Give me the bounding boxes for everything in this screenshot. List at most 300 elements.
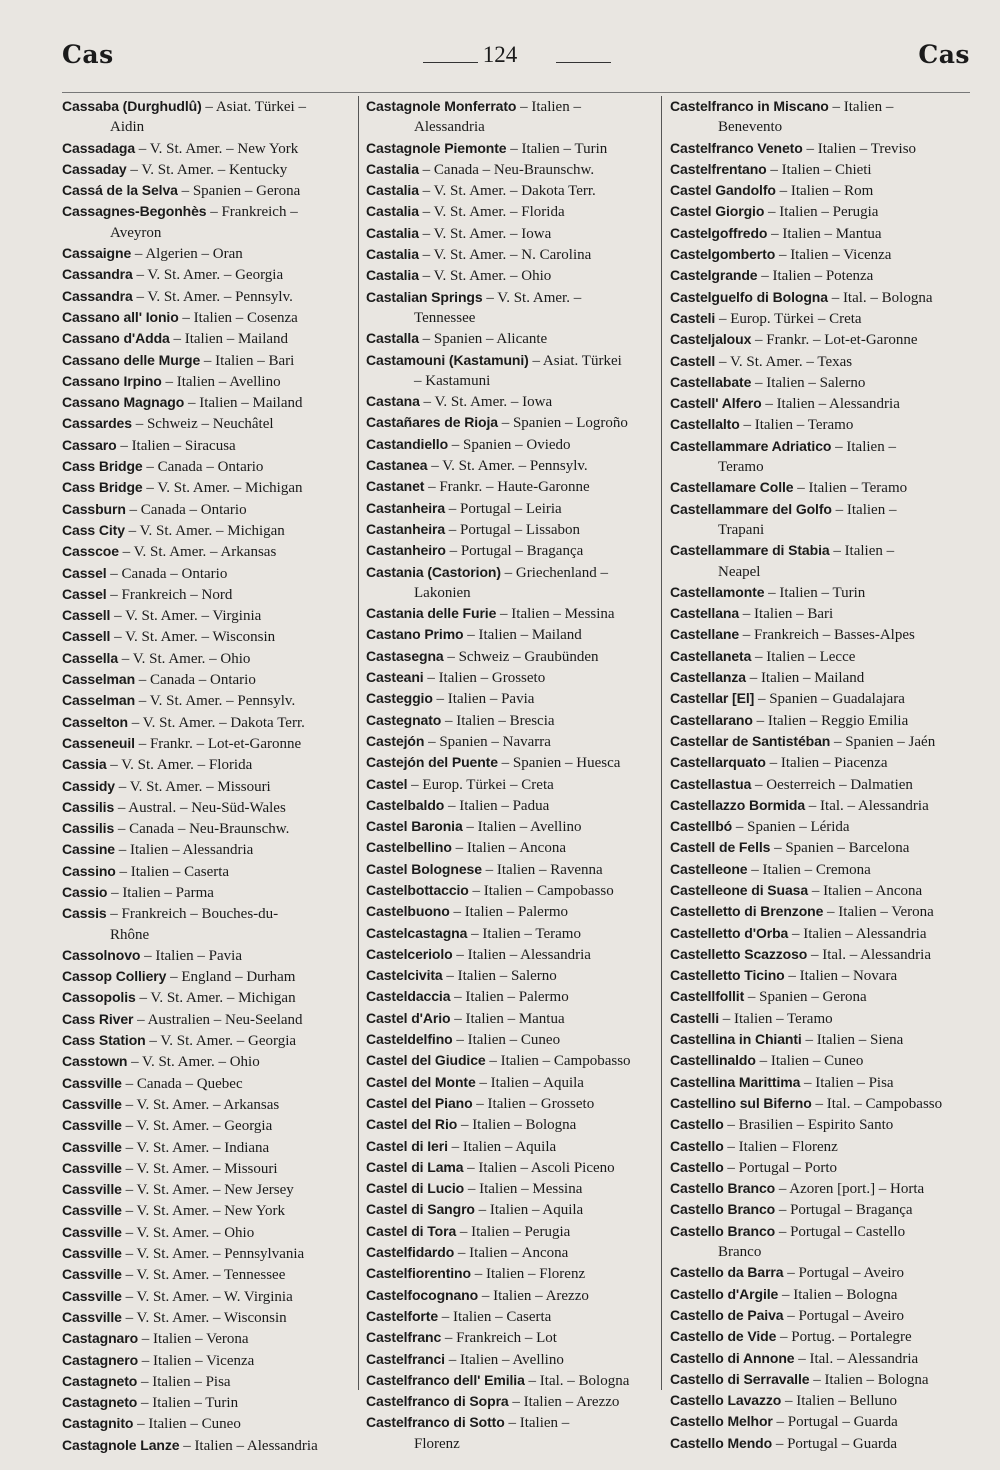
- place-region: – Canada – Neu-Braunschw.: [114, 821, 290, 838]
- place-name: Castellina in Chianti: [670, 1031, 802, 1048]
- place-region: – Canada – Neu-Braunschw.: [418, 161, 595, 178]
- place-name: Castasegna: [366, 647, 444, 664]
- place-name: Castelfranco in Miscano: [670, 98, 829, 114]
- gazetteer-entry: [670, 667, 962, 688]
- gazetteer-entry: [366, 923, 658, 944]
- place-name: Castel Bolognese: [366, 860, 482, 877]
- gazetteer-entry: [670, 688, 962, 709]
- place-region: – Italien – Salerno: [751, 374, 866, 391]
- place-region: – Canada – Ontario: [135, 672, 256, 689]
- place-name: Cassopolis: [62, 989, 136, 1006]
- place-region: – V. St. Amer. – Virginia: [110, 608, 262, 625]
- gazetteer-entry: [62, 584, 354, 605]
- gazetteer-entry: [366, 287, 658, 308]
- gazetteer-entry: [670, 1262, 962, 1283]
- gazetteer-entry: [366, 1349, 658, 1370]
- gazetteer-entry: [670, 223, 962, 244]
- place-name: Cassilis: [62, 820, 115, 837]
- place-name: Casteggio: [366, 690, 433, 707]
- gazetteer-entry: [670, 901, 962, 922]
- place-name: Cassandra: [62, 287, 133, 304]
- place-region: – Italien – Florenz: [723, 1138, 838, 1155]
- place-name: Castello de Paiva: [670, 1306, 784, 1323]
- gazetteer-entry: [366, 498, 658, 519]
- gazetteer-entry: [670, 1411, 962, 1432]
- entry-continuation: Branco: [718, 1244, 762, 1261]
- place-region: – V. St. Amer. – Florida: [106, 757, 253, 774]
- place-name: Castelfocognano: [366, 1286, 479, 1303]
- place-name: Cassia: [62, 756, 107, 773]
- gazetteer-entry: [62, 754, 354, 775]
- gazetteer-entry: [670, 603, 962, 624]
- column-divider-2: [661, 96, 662, 1390]
- place-name: Castellammare del Golfo: [670, 500, 832, 517]
- gazetteer-entry: [62, 776, 354, 797]
- gazetteer-entry: [366, 1029, 658, 1050]
- entry-continuation: Aidin: [110, 119, 145, 136]
- gazetteer-entry: [62, 138, 354, 159]
- place-region: – Italien – Pisa: [800, 1074, 894, 1091]
- place-name: Castellar de Santistéban: [670, 732, 831, 749]
- gazetteer-entry: [366, 180, 658, 201]
- place-region: – Italien – Pavia: [432, 691, 535, 708]
- place-name: Castandiello: [366, 435, 449, 452]
- gazetteer-entry: [62, 1009, 354, 1030]
- place-name: Castel del Monte: [366, 1073, 476, 1090]
- place-region: – Italien – Aquila: [447, 1138, 557, 1155]
- place-name: Castellfollit: [670, 988, 745, 1005]
- place-region: – Portugal – Bragança: [445, 543, 584, 560]
- place-name: Castellana: [670, 605, 740, 622]
- place-name: Cassel: [62, 564, 107, 581]
- gazetteer-entry: [366, 901, 658, 922]
- place-name: Castellanza: [670, 669, 746, 686]
- gazetteer-entry: [670, 710, 962, 731]
- place-name: Castellbó: [670, 818, 733, 835]
- place-region: – Australien – Neu-Seeland: [133, 1011, 303, 1028]
- place-region: – Italien – Mailand: [169, 331, 289, 348]
- place-region: – Canada – Ontario: [106, 565, 228, 582]
- place-region: – Italien – Arezzo: [478, 1287, 589, 1304]
- place-name: Castellane: [670, 626, 740, 643]
- place-name: Cassano delle Murge: [62, 351, 201, 368]
- place-region: – Italien – Turin: [137, 1395, 239, 1412]
- place-region: – Spanien – Alicante: [418, 331, 548, 348]
- place-name: Castagnero: [62, 1351, 139, 1368]
- gazetteer-entry: [670, 1157, 962, 1178]
- place-region: – Italien – Alessandria: [761, 396, 900, 413]
- place-region: – V. St. Amer. – Michigan: [135, 990, 296, 1007]
- place-region: – Italien – Bologna: [457, 1117, 577, 1134]
- gazetteer-entry: [670, 329, 962, 350]
- gazetteer-entry: [62, 435, 354, 456]
- place-region: – Italien – Vicenza: [138, 1352, 255, 1369]
- place-region: – Spanien – Lérida: [732, 819, 850, 836]
- place-name: Castellalto: [670, 416, 740, 433]
- place-region: – Italien – Salerno: [442, 968, 557, 985]
- gazetteer-entry: [670, 414, 962, 435]
- gazetteer-entry: [62, 328, 354, 349]
- place-name: Castellammare di Stabia: [670, 542, 830, 559]
- gazetteer-entry: [366, 880, 658, 901]
- gazetteer-entry: [670, 986, 962, 1007]
- place-region: – Brasilien – Espirito Santo: [723, 1117, 894, 1134]
- gazetteer-entry: [62, 626, 354, 647]
- gazetteer-entry: [670, 540, 962, 561]
- place-region: – V. St. Amer. – Texas: [715, 353, 853, 370]
- place-name: Castalian Springs: [366, 288, 483, 305]
- gazetteer-entry: [62, 818, 354, 839]
- gazetteer-entry: [62, 371, 354, 392]
- place-region: – Italien – Alessandria: [452, 946, 591, 963]
- place-name: Cassá de la Selva: [62, 182, 178, 199]
- place-name: Casteli: [670, 309, 716, 326]
- place-region: – Portugal – Guarda: [772, 1435, 898, 1452]
- place-name: Castel del Giudice: [366, 1052, 486, 1069]
- place-name: Castagneto: [62, 1372, 138, 1389]
- place-region: – Spanien – Guadalajara: [754, 691, 905, 708]
- gazetteer-entry: [62, 903, 354, 924]
- gazetteer-entry: [670, 731, 962, 752]
- place-name: Castanheira: [366, 520, 446, 537]
- gazetteer-entry: [62, 861, 354, 882]
- place-name: Castello Branco: [670, 1180, 776, 1197]
- gazetteer-entry: [670, 1284, 962, 1305]
- place-region: – Italien – Novara: [784, 968, 898, 985]
- place-name: Cass Station: [62, 1032, 146, 1049]
- gazetteer-entry: [366, 1136, 658, 1157]
- place-region: – V. St. Amer. – New Jersey: [121, 1182, 294, 1199]
- place-region: – V. St. Amer. – Ohio: [121, 1224, 255, 1241]
- place-region: – Canada – Ontario: [125, 501, 247, 518]
- gazetteer-entry: [670, 1136, 962, 1157]
- place-name: Cassagnes-Begonhès: [62, 203, 207, 220]
- gazetteer-entry: [366, 455, 658, 476]
- place-name: Castalla: [366, 330, 419, 347]
- place-name: Castello de Vide: [670, 1328, 777, 1345]
- place-region: – Portugal – Aveiro: [783, 1265, 905, 1282]
- gazetteer-entry: [670, 1178, 962, 1199]
- place-name: Casscoe: [62, 543, 119, 560]
- place-name: Castel del Piano: [366, 1094, 473, 1111]
- place-name: Castanet: [366, 478, 425, 495]
- gazetteer-entry: [366, 1263, 658, 1284]
- gazetteer-entry: [670, 624, 962, 645]
- gazetteer-entry: [62, 243, 354, 264]
- place-name: Castelforte: [366, 1307, 439, 1324]
- gazetteer-entry: [366, 837, 658, 858]
- place-name: Castelfranco Veneto: [670, 139, 803, 156]
- gazetteer-entry: [366, 1157, 658, 1178]
- page-number: 124: [482, 42, 518, 67]
- place-name: Cassine: [62, 841, 115, 858]
- place-name: Casstown: [62, 1053, 128, 1070]
- gazetteer-entry: [366, 624, 658, 645]
- gazetteer-entry: [670, 1390, 962, 1411]
- place-region: – Italien – Grosseto: [423, 670, 546, 687]
- place-region: – Italien – Piacenza: [765, 755, 888, 772]
- place-region: – Frankreich – Lot: [441, 1330, 557, 1347]
- place-region: – Portug. – Portalegre: [776, 1329, 912, 1346]
- gazetteer-entry: [670, 1326, 962, 1347]
- place-region: – Spanien – Huesca: [497, 755, 621, 772]
- place-region: – Ital. – Alessandria: [807, 946, 931, 963]
- place-name: Cassella: [62, 649, 119, 666]
- place-region: – V. St. Amer. – Florida: [418, 204, 565, 221]
- place-region: – Italien – Bologna: [809, 1371, 929, 1388]
- place-region: – Italien – Brescia: [441, 712, 555, 729]
- place-region: – V. St. Amer. –: [482, 289, 582, 306]
- entry-continuation: Trapani: [718, 521, 765, 538]
- place-name: Castalia: [366, 246, 419, 263]
- gazetteer-entry: [62, 477, 354, 498]
- place-region: – V. St. Amer. – New York: [121, 1203, 286, 1220]
- gazetteer-entry: [366, 731, 658, 752]
- place-name: Castagneto: [62, 1394, 138, 1411]
- place-region: – Italien – Reggio Emilia: [752, 712, 909, 729]
- place-region: – Italien – Bologna: [778, 1286, 898, 1303]
- place-name: Castello di Serravalle: [670, 1370, 810, 1387]
- place-region: – Italien – Mailand: [463, 627, 582, 644]
- gazetteer-entry: [670, 923, 962, 944]
- place-name: Castelfranc: [366, 1329, 442, 1346]
- gazetteer-entry: [366, 434, 658, 455]
- place-region: – Italien – Potenza: [757, 268, 874, 285]
- place-region: – Italien – Campobasso: [468, 882, 614, 899]
- place-region: – Ital. – Bologna: [524, 1372, 630, 1389]
- place-name: Castel Giorgio: [670, 203, 765, 220]
- place-name: Castañares de Rioja: [366, 414, 498, 431]
- place-region: – V. St. Amer. – W. Virginia: [121, 1288, 293, 1305]
- place-name: Castalia: [366, 224, 419, 241]
- gazetteer-entry: [62, 1286, 354, 1307]
- gazetteer-entry: [62, 159, 354, 180]
- place-region: – Portugal – Guarda: [772, 1414, 898, 1431]
- gazetteer-entry: [366, 795, 658, 816]
- place-region: – Europ. Türkei – Creta: [407, 776, 554, 793]
- place-name: Castellabate: [670, 373, 752, 390]
- place-region: – Italien – Cuneo: [755, 1053, 864, 1070]
- place-name: Cassville: [62, 1074, 122, 1091]
- place-name: Castalia: [366, 182, 419, 199]
- gazetteer-entry: [366, 138, 658, 159]
- place-region: – Austral. – Neu-Süd-Wales: [114, 799, 286, 816]
- place-name: Castellinaldo: [670, 1052, 756, 1069]
- place-region: – Spanien – Barcelona: [770, 840, 910, 857]
- place-name: Castejón: [366, 732, 425, 749]
- place-name: Cassville: [62, 1117, 122, 1134]
- place-name: Casteldelfino: [366, 1031, 453, 1048]
- place-name: Cassell: [62, 607, 111, 624]
- gazetteer-entry: [670, 752, 962, 773]
- gazetteer-entry: [670, 287, 962, 308]
- column-1: [62, 96, 354, 1456]
- entry-continuation: Rhône: [110, 926, 150, 943]
- place-region: – Italien – Siena: [801, 1032, 904, 1049]
- place-region: – Portugal – Leiria: [445, 500, 562, 517]
- gazetteer-entry: [62, 264, 354, 285]
- place-name: Castellarano: [670, 711, 753, 728]
- entry-continuation: Tennessee: [414, 309, 476, 326]
- place-name: Castana: [366, 393, 420, 410]
- gazetteer-entry: [670, 1072, 962, 1093]
- place-region: – Frankreich – Basses-Alpes: [739, 627, 915, 644]
- gazetteer-entry: [670, 308, 962, 329]
- place-region: – Algerien – Oran: [131, 246, 243, 263]
- place-name: Cassio: [62, 883, 108, 900]
- place-region: – V. St. Amer. – Iowa: [418, 225, 552, 242]
- place-name: Casselton: [62, 713, 129, 730]
- entry-continuation: Aveyron: [110, 224, 162, 241]
- place-name: Castellar [El]: [670, 690, 755, 707]
- place-name: Castamouni (Kastamuni): [366, 351, 529, 368]
- place-name: Castel del Rio: [366, 1116, 458, 1133]
- place-region: – Italien – Rom: [775, 183, 874, 200]
- place-name: Castelbaldo: [366, 796, 445, 813]
- place-name: Castello d'Argile: [670, 1285, 779, 1302]
- place-region: – Frankr. – Haute-Garonne: [424, 479, 590, 496]
- gazetteer-entry: [670, 1008, 962, 1029]
- gazetteer-entry: [62, 1030, 354, 1051]
- place-region: – Canada – Quebec: [121, 1075, 243, 1092]
- gazetteer-entry: [62, 1115, 354, 1136]
- gazetteer-entry: [62, 1371, 354, 1392]
- place-name: Cassville: [62, 1138, 122, 1155]
- place-name: Castelbottaccio: [366, 881, 469, 898]
- place-name: Castalia: [366, 203, 419, 220]
- gazetteer-entry: [62, 499, 354, 520]
- entry-continuation: Alessandria: [414, 119, 485, 136]
- place-region: – V. St. Amer. – Michigan: [142, 480, 303, 497]
- gazetteer-entry: [62, 987, 354, 1008]
- place-name: Castello da Barra: [670, 1264, 784, 1281]
- gazetteer-entry: [62, 1222, 354, 1243]
- place-region: – Italien – Teramo: [719, 1010, 833, 1027]
- gazetteer-entry: [366, 667, 658, 688]
- place-name: Castanheira: [366, 499, 446, 516]
- gazetteer-entry: [366, 859, 658, 880]
- place-region: – Italien – Avellino: [444, 1351, 564, 1368]
- gazetteer-entry: [366, 1072, 658, 1093]
- place-name: Cassville: [62, 1287, 122, 1304]
- gazetteer-entry: [670, 180, 962, 201]
- place-region: – Portugal – Castello: [775, 1223, 906, 1240]
- entry-continuation: Benevento: [718, 119, 783, 136]
- gazetteer-entry: [62, 563, 354, 584]
- gazetteer-entry: [366, 774, 658, 795]
- place-name: Castel di Lucio: [366, 1180, 465, 1197]
- place-region: – Italien – Palermo: [450, 989, 569, 1006]
- place-name: Castello di Annone: [670, 1349, 795, 1366]
- place-name: Castegnato: [366, 711, 442, 728]
- place-region: – Italien – Mantua: [767, 225, 882, 242]
- place-name: Casselman: [62, 692, 136, 709]
- gazetteer-entry: [366, 965, 658, 986]
- place-name: Cassino: [62, 862, 116, 879]
- place-region: – Frankr. – Lot-et-Garonne: [751, 332, 918, 349]
- header-rule: [62, 92, 970, 93]
- gazetteer-entry: [62, 350, 354, 371]
- place-region: – Italien – Turin: [506, 140, 608, 157]
- place-region: – V. St. Amer. – Wisconsin: [110, 629, 276, 646]
- place-region: – Portugal – Porto: [723, 1159, 838, 1176]
- place-region: – V. St. Amer. – Michigan: [124, 522, 285, 539]
- place-region: – Oesterreich – Dalmatien: [751, 776, 913, 793]
- place-name: Castellammare Adriatico: [670, 437, 832, 454]
- place-region: – V. St. Amer. – Dakota Terr.: [128, 714, 305, 731]
- place-name: Castalia: [366, 267, 419, 284]
- place-region: – Italien – Caserta: [115, 863, 230, 880]
- gazetteer-entry: [366, 1199, 658, 1220]
- gazetteer-entry: [366, 96, 658, 117]
- place-name: Castelfranci: [366, 1350, 445, 1367]
- place-region: – Italien –: [504, 1415, 570, 1432]
- place-name: Castelfranco dell' Emilia: [366, 1371, 525, 1388]
- place-region: – Italien – Bari: [200, 352, 295, 369]
- place-name: Castell: [670, 352, 716, 369]
- gazetteer-entry: [670, 1093, 962, 1114]
- gazetteer-entry: [62, 1328, 354, 1349]
- gazetteer-entry: [670, 1305, 962, 1326]
- place-region: – Schweiz – Graubünden: [443, 648, 599, 665]
- place-name: Castel di Sangro: [366, 1201, 475, 1218]
- place-region: – Ital. – Bologna: [827, 289, 933, 306]
- place-name: Casselman: [62, 671, 136, 688]
- gazetteer-entry: [366, 1114, 658, 1135]
- entry-continuation: – Kastamuni: [414, 372, 491, 389]
- gazetteer-entry: [366, 1412, 658, 1433]
- gazetteer-entry: [670, 436, 962, 457]
- place-region: – Portugal – Aveiro: [783, 1307, 905, 1324]
- place-name: Castellarquato: [670, 754, 766, 771]
- place-region: – Portugal – Lissabon: [445, 521, 581, 538]
- place-name: Castagnole Piemonte: [366, 139, 507, 156]
- place-region: – Ital. – Campobasso: [811, 1095, 943, 1112]
- gazetteer-entry: [62, 839, 354, 860]
- entry-continuation: Lakonien: [414, 584, 471, 601]
- gazetteer-entry: [366, 223, 658, 244]
- gazetteer-entry: [670, 96, 962, 117]
- gazetteer-entry: [670, 244, 962, 265]
- place-region: – Spanien – Oviedo: [448, 436, 571, 453]
- column-2: [366, 96, 658, 1454]
- place-region: – Italien – Cremona: [747, 861, 871, 878]
- place-name: Castellamonte: [670, 583, 765, 600]
- place-region: – Italien – Lecce: [751, 648, 856, 665]
- entry-continuation: Teramo: [718, 459, 764, 476]
- gazetteer-entry: [670, 265, 962, 286]
- place-region: – V. St. Amer. – Tennessee: [121, 1267, 286, 1284]
- gazetteer-entry: [62, 1179, 354, 1200]
- running-head-left: Cas: [62, 40, 114, 69]
- gazetteer-entry: [366, 540, 658, 561]
- place-region: – Italien – Teramo: [467, 925, 581, 942]
- place-region: – Italien –: [828, 99, 894, 115]
- gazetteer-entry: [62, 1435, 354, 1456]
- place-region: – Italien – Pisa: [137, 1373, 231, 1390]
- gazetteer-entry: [366, 562, 658, 583]
- place-name: Castanea: [366, 457, 428, 474]
- gazetteer-entry: [62, 648, 354, 669]
- place-name: Casteljaloux: [670, 331, 752, 348]
- place-region: – Italien – Ancona: [808, 882, 923, 899]
- place-name: Castel di Ieri: [366, 1137, 448, 1154]
- place-region: – Italien – Chieti: [766, 161, 872, 178]
- place-region: – V. St. Amer. – Wisconsin: [121, 1309, 287, 1326]
- place-name: Cassaigne: [62, 245, 132, 262]
- place-name: Cassop Colliery: [62, 968, 167, 985]
- gazetteer-entry: [62, 1094, 354, 1115]
